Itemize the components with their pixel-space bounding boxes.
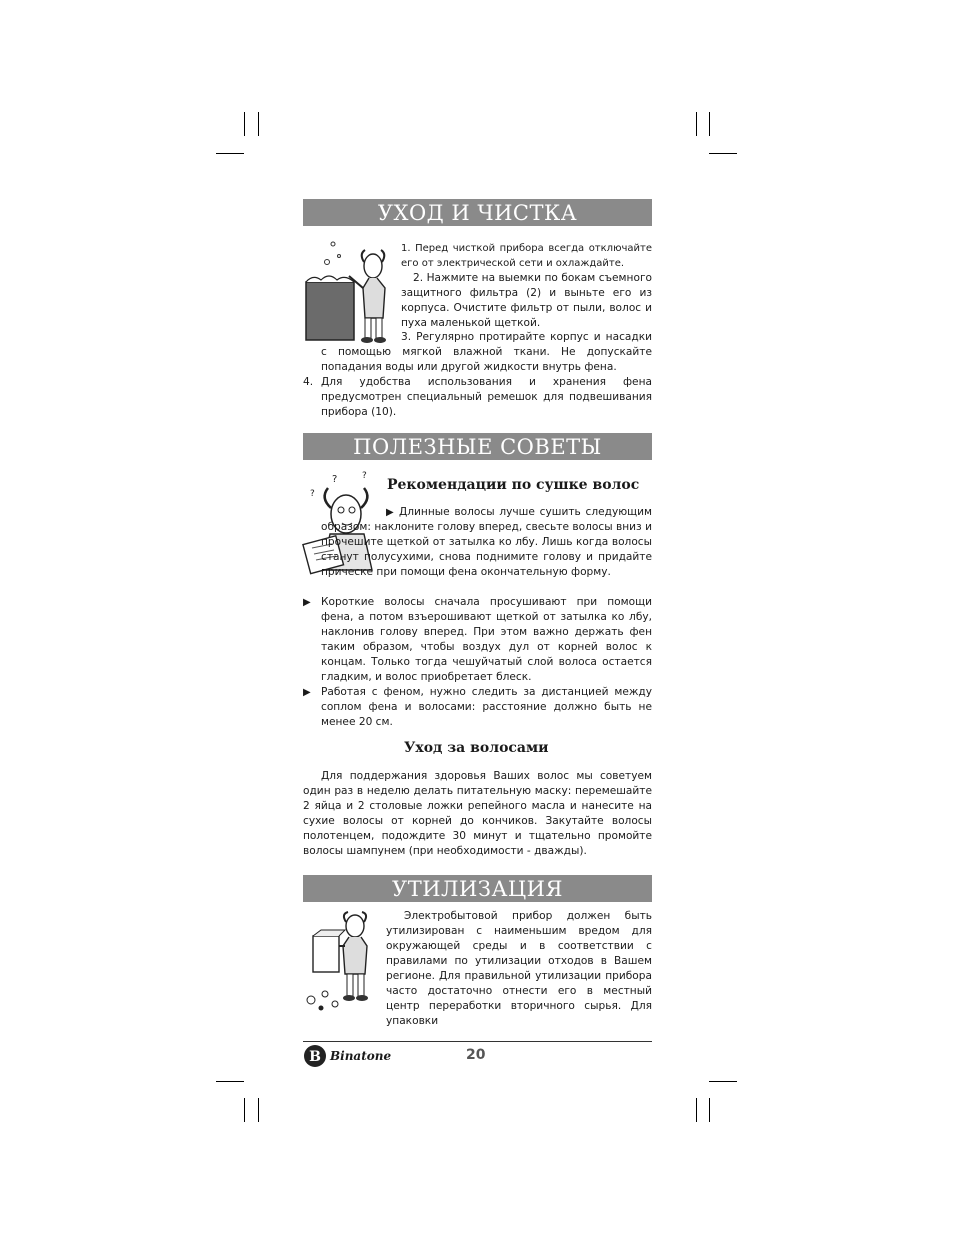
care-paragraph-4: Для удобства использования и хранения фена предусмотрен специальный ремешок для подвешивания прибора (10). [321, 376, 652, 418]
crop-mark [258, 112, 259, 136]
disposal-text: Электробытовой прибор должен быть утилизирован с наименьшим вредом для окружающей среды и в соответствии с правилами по утилизации отходов в Вашем регионе. Для правильной утилизации прибора часто достаточно отнести его в местный центр переработки вторичного сырья. Для упаковки [386, 910, 652, 1027]
tip-long-hair: Длинные волосы лучше сушить следующим образом: наклоните голову вперед, свесьте волосы вниз и прочешите щеткой от затылка ко лбу. Лишь когда волосы станут полусухими, снова поднимите голову и придайте прическе при помощи фена окончательную форму. [321, 506, 652, 578]
tip-short-hair: Короткие волосы сначала просушивают при помощи фена, а потом взъерошивают щеткой от затылка ко лбу, наклонив голову вперед. При этом важно держать фен таким образом, чтобы воздух дул от корней волос к концам. Только тогда чешуйчатый слой волоса остается гладким, и волос приобретает блеск. [321, 596, 652, 683]
crop-mark [696, 112, 697, 136]
care-paragraph-2: 2. Нажмите на выемки по бокам съемного защитного фильтра (2) и выньте его из корпуса. Очистите фильтр от пыли, волос и пуха маленькой щеткой. [401, 272, 652, 329]
crop-mark [244, 1098, 245, 1122]
crop-mark [709, 112, 710, 136]
crop-mark [709, 153, 737, 154]
brand-name: Binatone [330, 1049, 392, 1063]
crop-mark [709, 1098, 710, 1122]
section-title-disposal: УТИЛИЗАЦИЯ [303, 875, 652, 902]
svg-text:?: ? [332, 474, 338, 485]
svg-text:?: ? [362, 471, 367, 481]
crop-mark [258, 1098, 259, 1122]
care-paragraph-1: 1. Перед чисткой прибора всегда отключайте его от электрической сети и охлаждайте. [401, 243, 652, 269]
hair-care-text: Для поддержания здоровья Ваших волос мы советуем один раз в неделю делать питательную маску: перемешайте 2 яйца и 2 столовые ложки репейного масла и нанесите на сухие волосы от корней до кончиков. Закутайте волосы полотенцем, подождите 30 минут и тщательно промойте волосы шампунем (при необходимости - дважды). [303, 770, 652, 857]
bullet-icon: ▶ [386, 507, 394, 518]
crop-mark [216, 1081, 244, 1082]
subtitle-hair-care: Уход за волосами [404, 740, 549, 756]
brand-logo [303, 1044, 391, 1068]
binatone-logo-icon [303, 1044, 327, 1068]
page-number: 20 [466, 1047, 486, 1063]
footer-rule [303, 1041, 652, 1042]
crop-mark [709, 1081, 737, 1082]
bullet-icon: ▶ [303, 597, 311, 608]
care-paragraph-4-number: 4. [303, 376, 314, 388]
crop-mark [696, 1098, 697, 1122]
crop-mark [244, 112, 245, 136]
svg-text:B: B [309, 1049, 321, 1065]
section-title-tips: ПОЛЕЗНЫЕ СОВЕТЫ [303, 433, 652, 460]
svg-text:?: ? [310, 489, 315, 499]
bullet-icon: ▶ [303, 687, 311, 698]
tip-distance: Работая с феном, нужно следить за дистанцией между соплом фена и волосами: расстояние должно быть не менее 20 см. [321, 686, 652, 728]
disposal-illustration [303, 910, 383, 1014]
section-title-care: УХОД И ЧИСТКА [303, 199, 652, 226]
subtitle-drying: Рекомендации по сушке волос [387, 477, 640, 493]
care-paragraph-3: 3. Регулярно протирайте корпус и насадки с помощью мягкой влажной ткани. Не допускайте попадания воды или другой жидкости внутрь фена. [321, 331, 652, 373]
crop-mark [216, 153, 244, 154]
